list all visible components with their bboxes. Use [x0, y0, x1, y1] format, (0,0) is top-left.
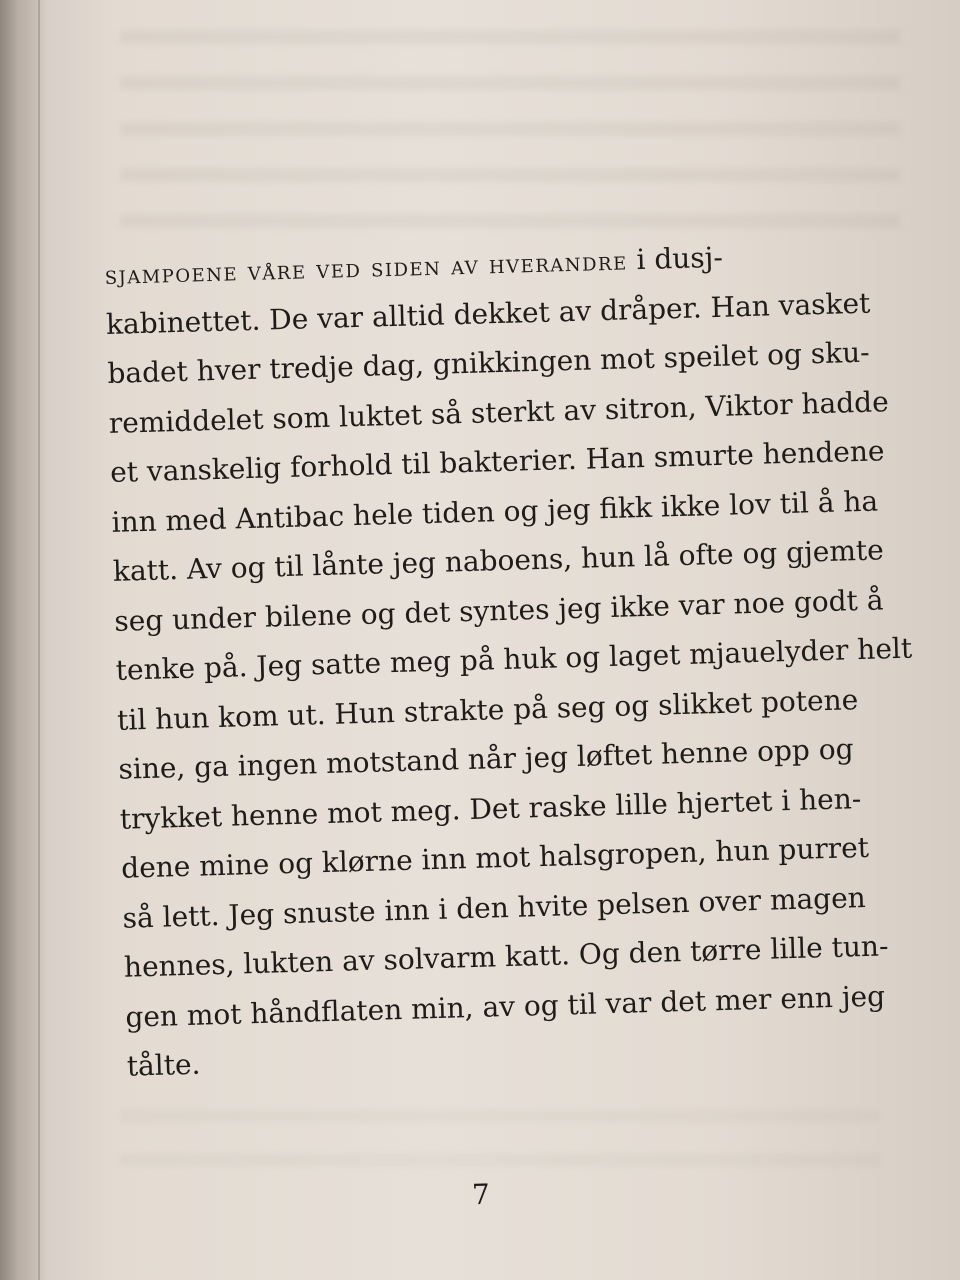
text-line-13: dene mine og klørne inn mot halsgropen, hun purret: [120, 830, 870, 885]
text-line-15: hennes, lukten av solvarm katt. Og den tørre lille tun-: [123, 929, 889, 984]
text-line-2: kabinettet. De var alltid dekket av dråper. Han vasket: [105, 286, 871, 341]
text-line-17: tålte.: [126, 1047, 201, 1083]
text-line-6: inn med Antibac hele tiden og jeg fikk ikke lov til å ha: [111, 483, 879, 539]
book-spine-edge: [38, 0, 40, 1280]
text-line-14: så lett. Jeg snuste inn i den hvite pelsen over magen: [122, 880, 867, 935]
show-through-text-top: [120, 30, 900, 240]
text-line-1-rest: i dusj-: [627, 240, 724, 277]
text-line-5: et vanskelig forhold til bakterier. Han smurte hendene: [109, 434, 885, 489]
text-line-10: til hun kom ut. Hun strakte på seg og slikket potene: [116, 682, 859, 737]
text-line-4: remiddelet som luktet så sterkt av sitron, Viktor hadde: [108, 384, 890, 440]
text-line-3: badet hver tredje dag, gnikkingen mot speilet og sku-: [106, 335, 871, 390]
text-line-9: tenke på. Jeg satte meg på huk og laget mjauelyder helt: [115, 631, 913, 687]
body-text: [104, 228, 927, 1092]
text-line-8: seg under bilene og det syntes jeg ikke var noe godt å: [113, 582, 884, 638]
text-line-12: trykket henne mot meg. Det raske lille hjertet i hen-: [119, 781, 862, 836]
text-line-11: sine, ga ingen motstand når jeg løftet henne opp og: [118, 732, 854, 786]
text-line-7: katt. Av og til lånte jeg naboens, hun lå ofte og gjemte: [112, 533, 885, 588]
text-line-16: gen mot håndflaten min, av og til var det mer enn jeg: [124, 978, 886, 1034]
page-number: 7: [471, 1177, 491, 1212]
show-through-text-bottom: [120, 1110, 880, 1170]
lead-in-smallcaps: sjampoene våre ved siden av hverandre: [104, 246, 629, 291]
